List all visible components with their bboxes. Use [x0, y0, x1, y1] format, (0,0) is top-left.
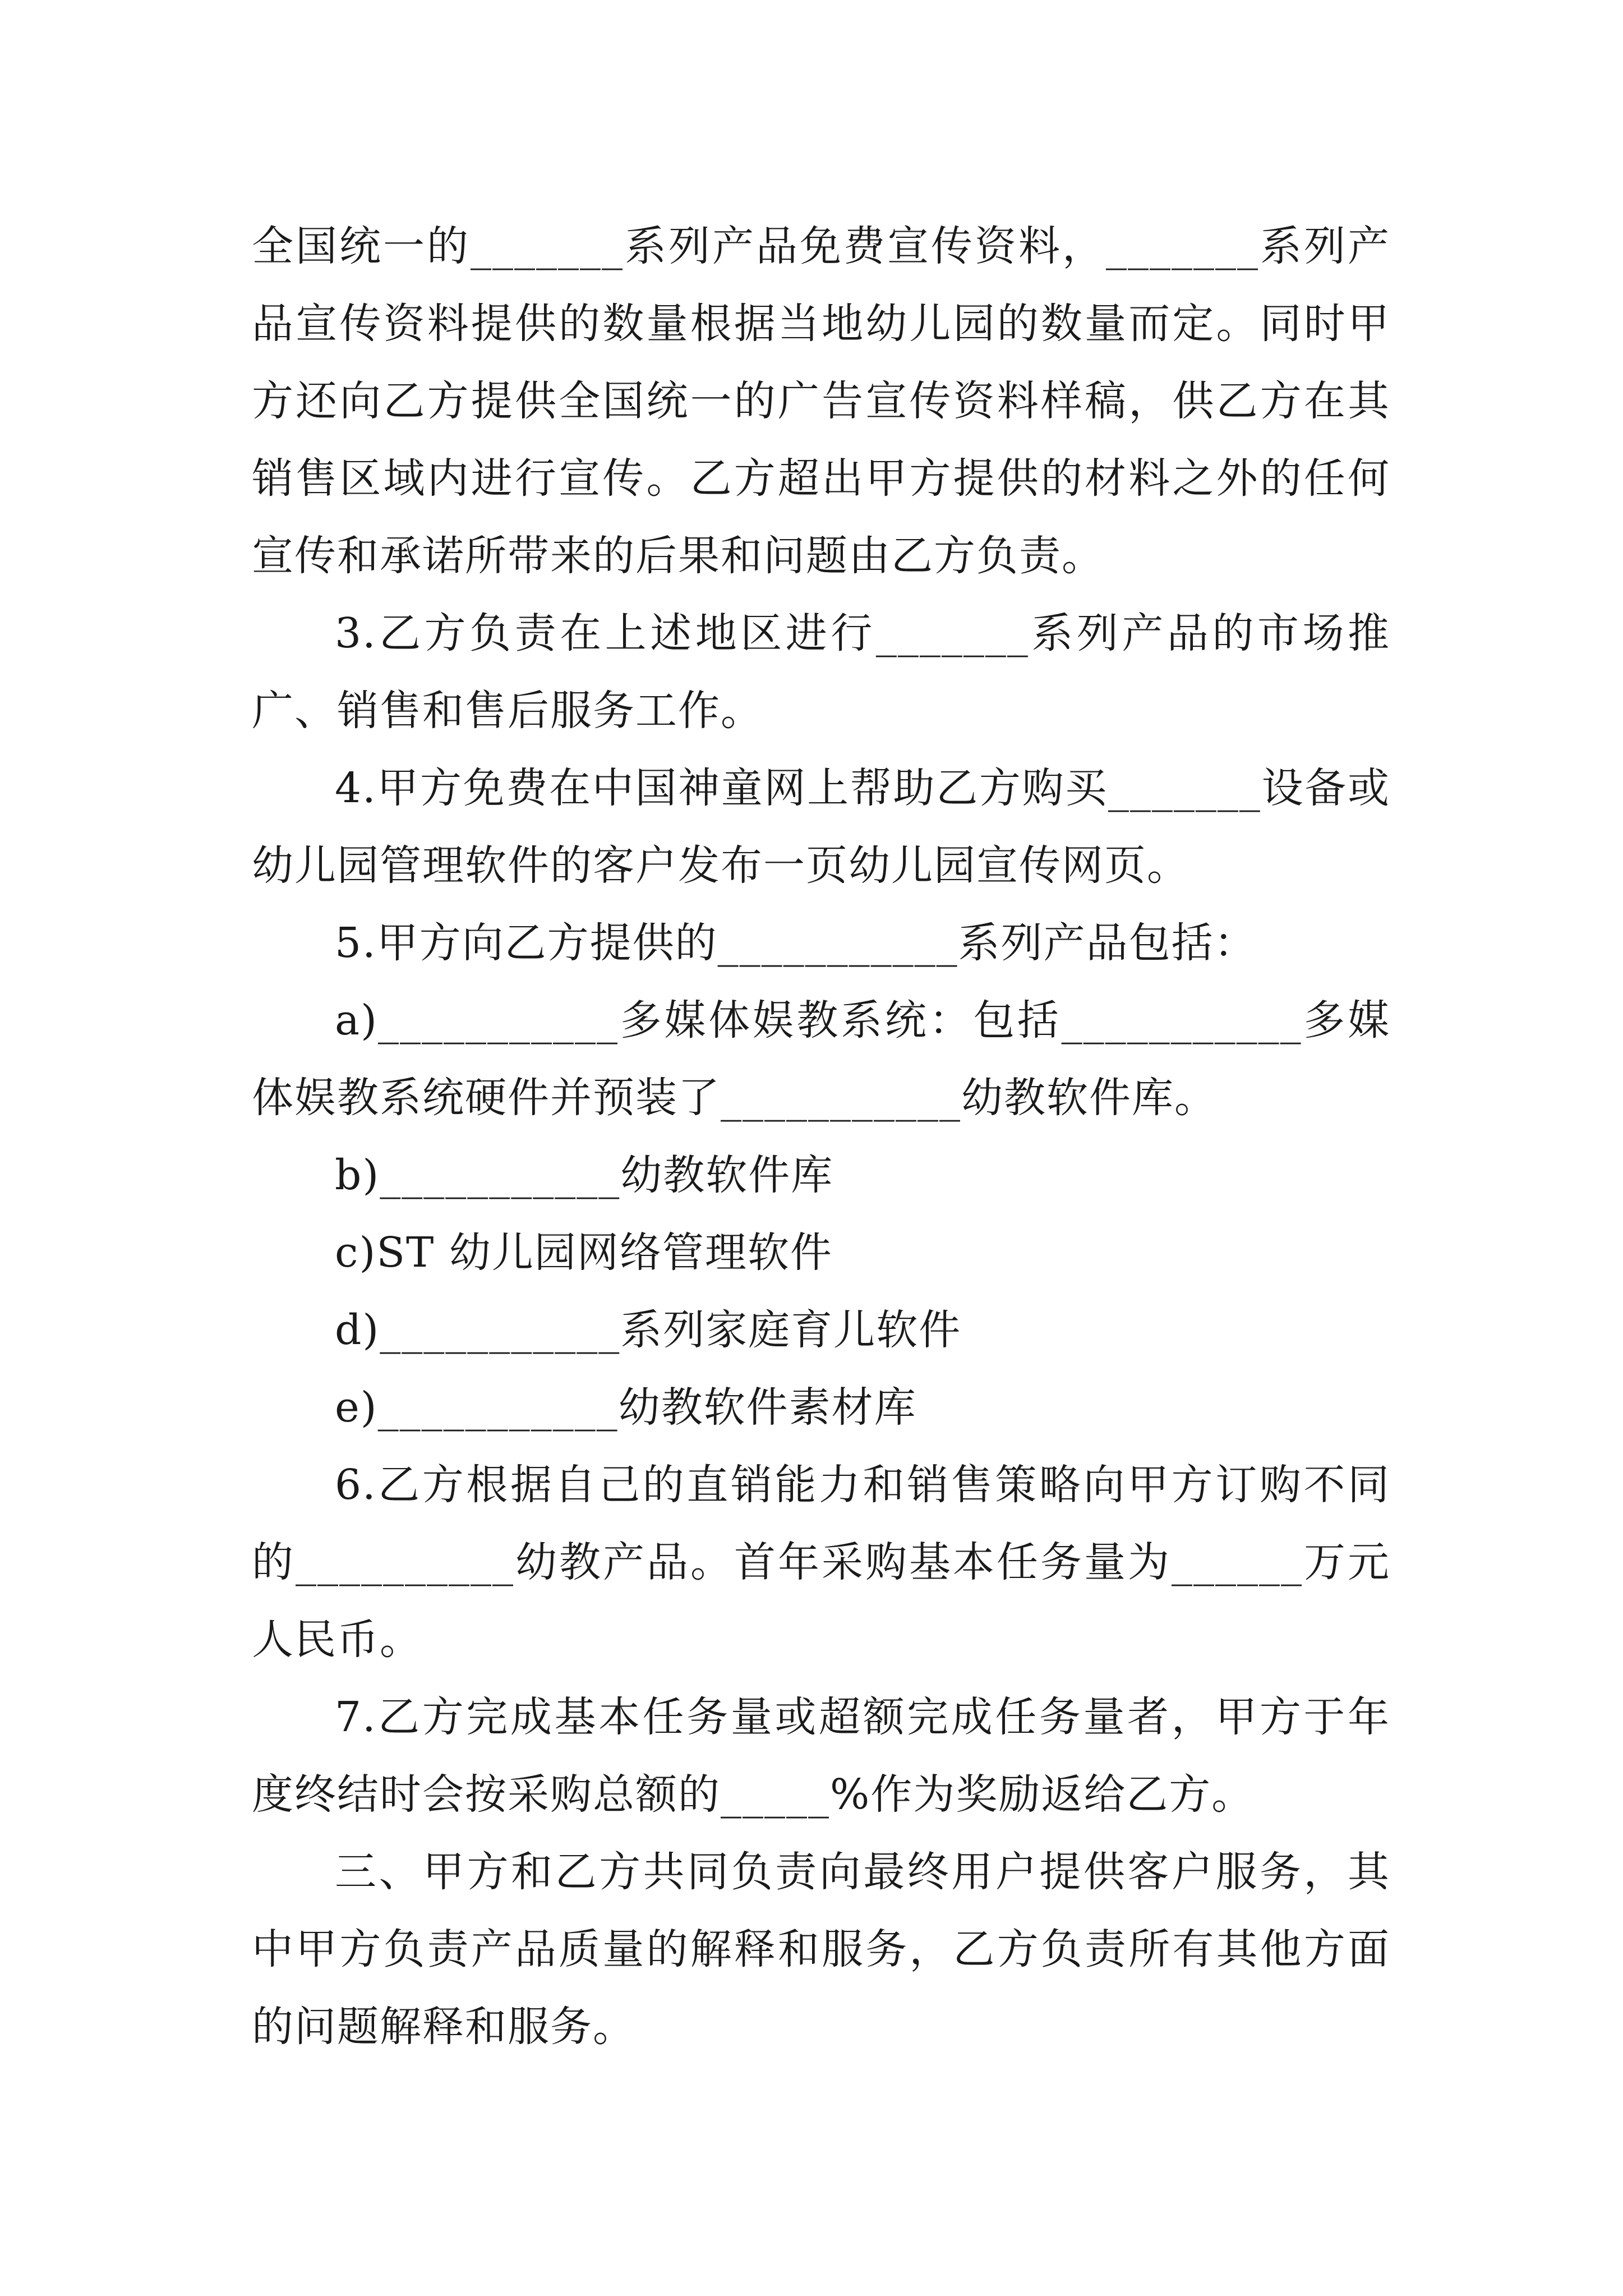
paragraph-item-3: 3.乙方负责在上述地区进行_______系列产品的市场推广、销售和售后服务工作。: [252, 609, 1390, 735]
paragraph-section-3: 三、甲方和乙方共同负责向最终用户提供客户服务，其中甲方负责产品质量的解释和服务，乙方负责所有其他方面的问题解释和服务。: [252, 1848, 1390, 2051]
paragraph-item-5a: a)___________多媒体娱教系统：包括___________多媒体娱教系统硬件并预装了___________幼教软件库。: [252, 996, 1390, 1122]
paragraph-item-5c: c)ST 幼儿园网络管理软件: [335, 1228, 833, 1277]
paragraph-item-4: 4.甲方免费在中国神童网上帮助乙方购买_______设备或幼儿园管理软件的客户发布一页幼儿园宣传网页。: [252, 764, 1390, 890]
paragraph-item-5e: e)___________幼教软件素材库: [335, 1383, 917, 1432]
paragraph-item-6: 6.乙方根据自己的直销能力和销售策略向甲方订购不同的__________幼教产品。首年采购基本任务量为______万元人民币。: [252, 1461, 1390, 1664]
paragraph-item-5d: d)___________系列家庭育儿软件: [335, 1306, 962, 1354]
document-page: [252, 208, 1390, 2065]
paragraph-item-5b: b)___________幼教软件库: [335, 1151, 834, 1199]
paragraph-item-7: 7.乙方完成基本任务量或超额完成任务量者，甲方于年度终结时会按采购总额的_____%作为奖励返给乙方。: [252, 1693, 1390, 1819]
paragraph-item-5: 5.甲方向乙方提供的___________系列产品包括：: [335, 919, 1257, 967]
paragraph-intro: 全国统一的_______系列产品免费宣传资料，_______系列产品宣传资料提供的数量根据当地幼儿园的数量而定。同时甲方还向乙方提供全国统一的广告宣传资料样稿，供乙方在其销售区域内进行宣传。乙方超出甲方提供的材料之外的任何宣传和承诺所带来的后果和问题由乙方负责。: [252, 222, 1390, 580]
